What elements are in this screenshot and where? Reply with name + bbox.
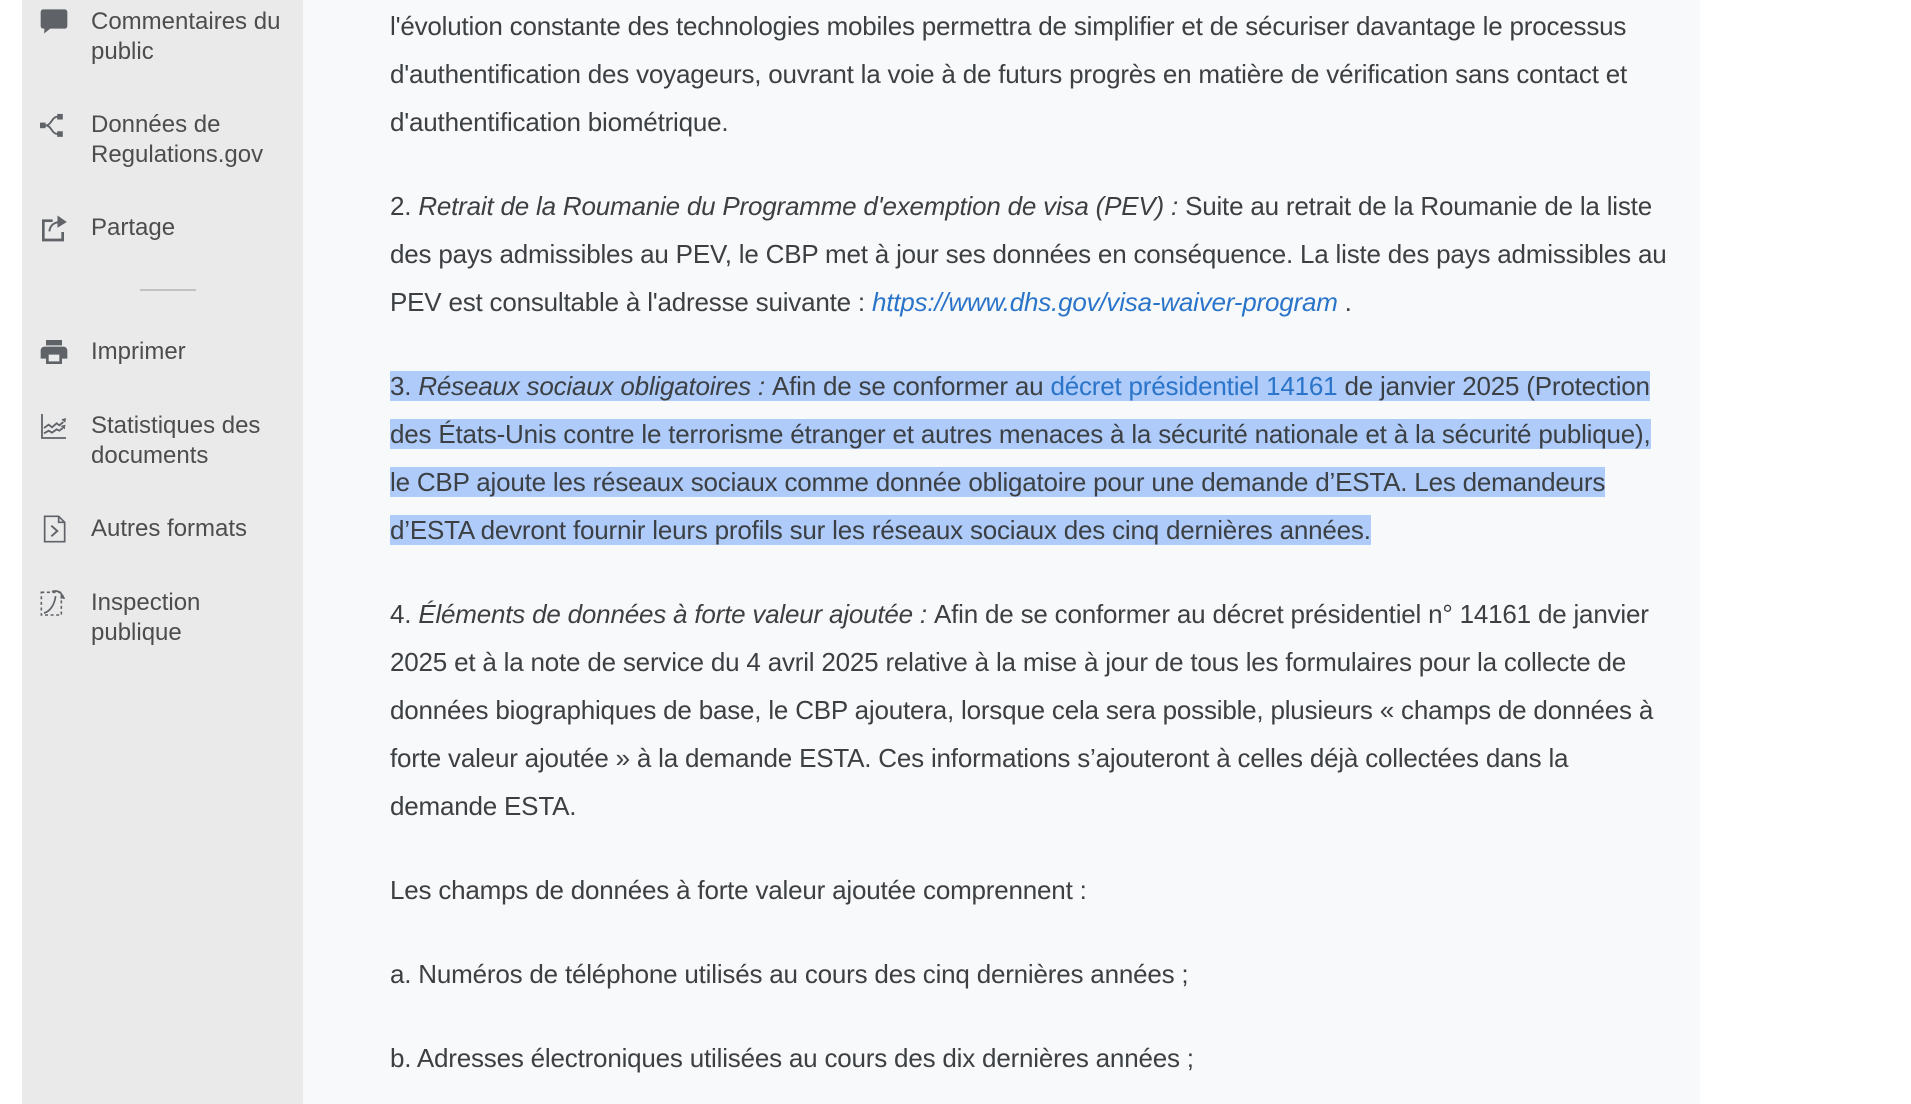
- paragraph-2-visa-waiver: [390, 182, 1668, 326]
- inspection-icon: [38, 587, 70, 619]
- stats-icon: [38, 410, 70, 442]
- sidebar-item-public-comments[interactable]: [22, 6, 303, 67]
- executive-order-14161-link[interactable]: [1050, 371, 1337, 401]
- print-icon: [38, 336, 70, 368]
- document-actions-sidebar: [22, 0, 303, 1104]
- sidebar-item-document-statistics[interactable]: [22, 410, 303, 471]
- paragraph-text: b. Adresses électroniques utilisées au cours des dix dernières années ;: [390, 1043, 1194, 1073]
- sidebar-item-regulations-data[interactable]: [22, 109, 303, 170]
- document-content-panel: [303, 0, 1700, 1104]
- sidebar-item-label: Autres formats: [91, 515, 248, 542]
- list-item-a-phone-numbers: [390, 950, 1668, 998]
- paragraph-title: Retrait de la Roumanie du Programme d'exemption de visa (PEV) :: [418, 191, 1186, 221]
- sidebar-divider: [140, 289, 196, 291]
- sidebar-item-label: Inspection publique: [91, 589, 201, 646]
- paragraph-number: 2.: [390, 191, 419, 221]
- sidebar-item-label: Statistiques des documents: [91, 412, 261, 469]
- sidebar-item-print[interactable]: [22, 336, 303, 368]
- document-text: [390, 0, 1668, 1082]
- sidebar-item-label: Partage: [91, 214, 176, 241]
- sidebar-item-public-inspection[interactable]: [22, 587, 303, 648]
- comment-icon: [38, 6, 70, 38]
- link-text: décret présidentiel 14161: [1050, 371, 1338, 401]
- paragraph-title: Éléments de données à forte valeur ajoutée :: [418, 599, 934, 629]
- paragraph-fields-intro: [390, 866, 1668, 914]
- paragraph-text: a. Numéros de téléphone utilisés au cours des cinq dernières années ;: [390, 959, 1189, 989]
- paragraph-3-social-media: [390, 362, 1668, 554]
- link-text: https://www.dhs.gov/visa-waiver-program: [871, 287, 1338, 317]
- paragraph-text: de janvier 2025 (Protection des États-Unis contre le terrorisme étranger et autres menaces à la sécurité nationale et à la sécurité publique), le CBP ajoute les réseaux sociaux comme donnée obligatoire pour une demande d’ESTA. Les demandeurs d’ESTA devront fournir leurs profils sur les réseaux sociaux des cinq dernières années.: [390, 371, 1651, 545]
- list-item-b-email-addresses: [390, 1034, 1668, 1082]
- formats-icon: [38, 513, 70, 545]
- sidebar-item-label: Commentaires du public: [91, 8, 281, 65]
- paragraph-number: 3.: [390, 371, 419, 401]
- paragraph-text: .: [1337, 287, 1352, 317]
- paragraph-text: Les champs de données à forte valeur ajoutée comprennent :: [390, 875, 1087, 905]
- sidebar-item-label: Imprimer: [91, 338, 186, 365]
- paragraph-text: l'évolution constante des technologies mobiles permettra de simplifier et de sécuriser davantage le processus d'authentification des voyageurs, ouvrant la voie à de futurs progrès en matière de vérification sans contact et d'authentification biométrique.: [390, 11, 1628, 137]
- paragraph-intro-continuation: [390, 2, 1668, 146]
- data-icon: [38, 109, 70, 141]
- paragraph-text: Suite au retrait de la Roumanie de la liste des pays admissibles au PEV, le CBP met à jour ses données en conséquence. La liste des pays admissibles au PEV est consultable à l'adresse suivante :: [390, 191, 1667, 317]
- paragraph-text: Afin de se conformer au: [771, 371, 1051, 401]
- sidebar-item-label: Données de Regulations.gov: [91, 111, 264, 168]
- sidebar-item-share[interactable]: [22, 212, 303, 244]
- paragraph-text: Afin de se conformer au décret présidentiel n° 14161 de janvier 2025 et à la note de service du 4 avril 2025 relative à la mise à jour de tous les formulaires pour la collecte de données biographiques de base, le CBP ajoutera, lorsque cela sera possible, plusieurs « champs de données à forte valeur ajoutée » à la demande ESTA. Ces informations s’ajouteront à celles déjà collectées dans la demande ESTA.: [390, 599, 1654, 821]
- paragraph-4-high-value-data: [390, 590, 1668, 830]
- paragraph-title: Réseaux sociaux obligatoires :: [418, 371, 772, 401]
- selected-text-highlight: [390, 371, 1651, 545]
- dhs-visa-waiver-link[interactable]: [872, 287, 1338, 317]
- share-icon: [38, 212, 70, 244]
- sidebar-item-other-formats[interactable]: [22, 513, 303, 545]
- paragraph-number: 4.: [390, 599, 419, 629]
